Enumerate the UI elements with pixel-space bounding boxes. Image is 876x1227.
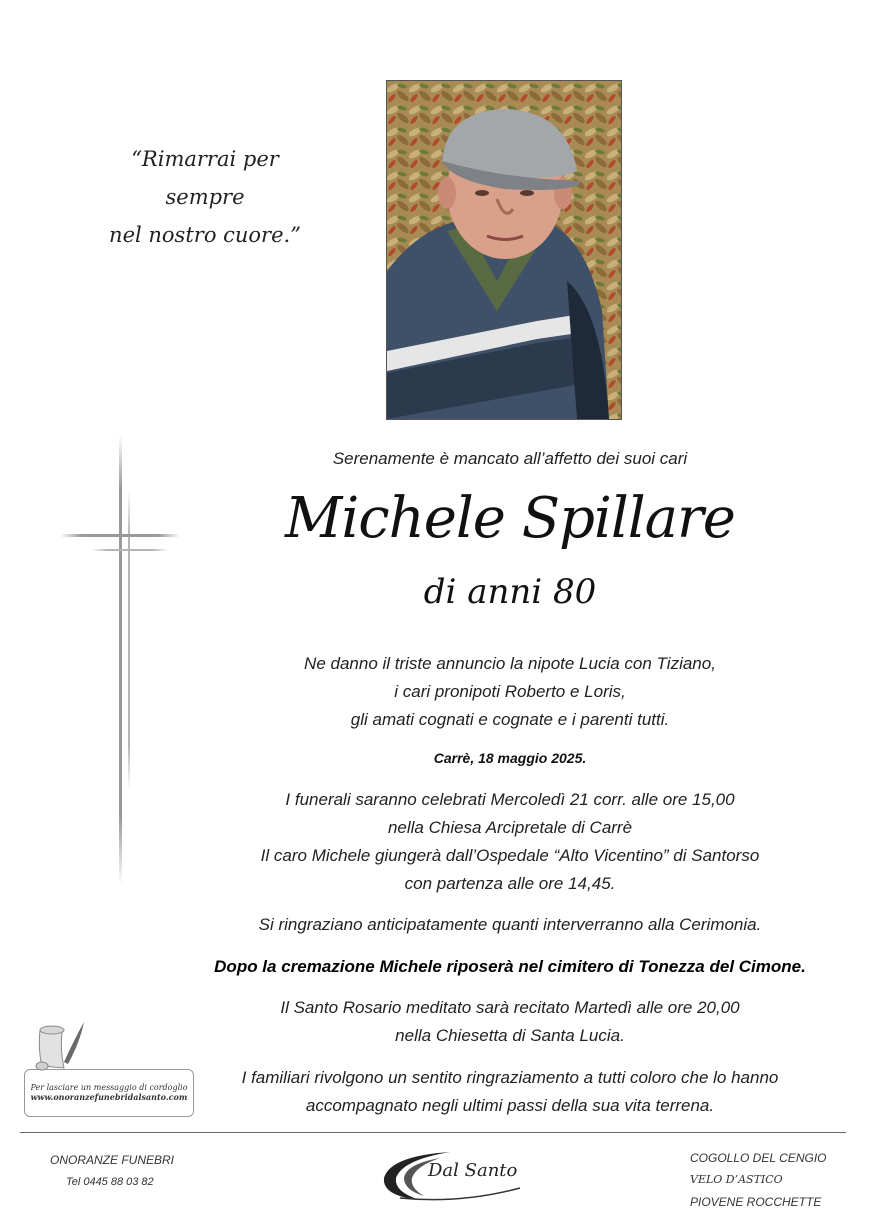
intro-text: Serenamente è mancato all’affetto dei suoi cari: [332, 449, 688, 468]
family-thanks-line-1: I familiari rivolgono un sentito ringraziamento a tutti coloro che lo hanno: [241, 1068, 779, 1087]
thanks-text: Si ringraziano anticipatamente quanti interverranno alla Cerimonia.: [258, 915, 762, 934]
family-thanks: [190, 1064, 830, 1120]
footer-divider: [20, 1132, 846, 1133]
portrait-photo: [386, 80, 622, 420]
quote-line-2: nel nostro cuore.”: [109, 223, 301, 247]
announcement-date: Carrè, 18 maggio 2025.: [433, 750, 587, 766]
funeral-details: [190, 786, 830, 898]
footer-right: [690, 1147, 826, 1213]
cremation-text: Dopo la cremazione Michele riposerà nel cimitero di Tonezza del Cimone.: [214, 957, 806, 976]
footer-location-1: COGOLLO DEL CENGIO: [690, 1151, 827, 1165]
condolence-label: Per lasciare un messaggio di cordoglio: [30, 1083, 188, 1092]
footer-company-title: ONORANZE FUNEBRI: [50, 1153, 175, 1167]
footer-logo-text: Dal Santo: [428, 1160, 518, 1181]
condolence-box[interactable]: [24, 1069, 194, 1117]
rosary-line-2: nella Chiesetta di Santa Lucia.: [395, 1026, 625, 1045]
scroll-quill-icon: [34, 1020, 88, 1076]
announcement-line-3: gli amati cognati e cognate e i parenti tutti.: [350, 710, 670, 729]
announcement-line-2: i cari pronipoti Roberto e Loris,: [394, 682, 626, 701]
rosary-line-1: Il Santo Rosario meditato sarà recitato Martedì alle ore 20,00: [280, 998, 740, 1017]
rosary-details: [190, 994, 830, 1050]
footer-location-2: VELO D’ASTICO: [690, 1173, 783, 1186]
funeral-line-2: nella Chiesa Arcipretale di Carrè: [387, 818, 633, 837]
cross-horizontal-bar: [60, 534, 180, 537]
footer-location-3: PIOVENE ROCCHETTE: [690, 1195, 822, 1209]
footer-phone: Tel 0445 88 03 82: [66, 1176, 154, 1188]
quote-line-1: “Rimarrai per sempre: [131, 147, 279, 209]
cross-horizontal-bar-secondary: [92, 549, 168, 551]
funeral-line-3: Il caro Michele giungerà dall’Ospedale “Alto Vicentino” di Santorso: [260, 846, 760, 865]
footer-left: [50, 1149, 174, 1193]
family-thanks-line-2: accompagnato negli ultimi passi della sua vita terrena.: [305, 1096, 715, 1115]
funeral-line-1: I funerali saranno celebrati Mercoledì 21 corr. alle ore 15,00: [285, 790, 735, 809]
announcement-line-1: Ne danno il triste annuncio la nipote Lucia con Tiziano,: [304, 654, 716, 673]
condolence-link[interactable]: www.onoranzefunebridalsanto.com: [30, 1092, 188, 1102]
announcement: [190, 650, 830, 734]
portrait-illustration: [387, 81, 621, 419]
deceased-age: di anni 80: [423, 572, 597, 612]
cross-vertical-bar: [119, 435, 122, 885]
deceased-name: Michele Spillare: [285, 486, 735, 551]
memorial-quote: [90, 140, 320, 254]
funeral-line-4: con partenza alle ore 14,45.: [404, 874, 616, 893]
